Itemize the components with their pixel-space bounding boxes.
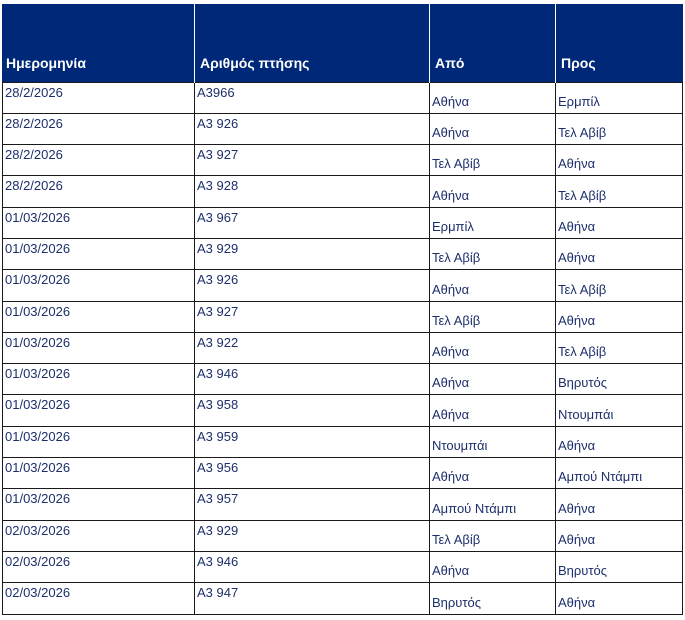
cell-from: Αθήνα (430, 395, 556, 426)
cell-flight-number: A3 956 (195, 458, 430, 489)
cell-date: 28/2/2026 (3, 82, 195, 113)
cell-flight-number: A3 947 (195, 583, 430, 614)
cell-from: Αθήνα (430, 82, 556, 113)
cell-date: 28/2/2026 (3, 176, 195, 207)
cell-date: 01/03/2026 (3, 458, 195, 489)
table-row (3, 364, 683, 395)
table-row (3, 426, 683, 457)
cell-to: Αμπού Ντάμπι (556, 458, 683, 489)
cell-to: Αθήνα (556, 583, 683, 614)
header-flight-number: Αριθμός πτήσης (195, 4, 430, 82)
cell-flight-number: A3 929 (195, 238, 430, 269)
cell-date: 01/03/2026 (3, 270, 195, 301)
cell-date: 01/03/2026 (3, 207, 195, 238)
table-row (3, 520, 683, 551)
cell-flight-number: A3 959 (195, 426, 430, 457)
table-row (3, 332, 683, 363)
cell-to: Αθήνα (556, 207, 683, 238)
cell-to: Βηρυτός (556, 364, 683, 395)
table-header (3, 4, 683, 82)
cell-to: Τελ Αβίβ (556, 113, 683, 144)
table-row (3, 583, 683, 614)
table-row (3, 82, 683, 113)
cell-from: Αθήνα (430, 551, 556, 582)
cell-from: Αθήνα (430, 364, 556, 395)
cell-date: 02/03/2026 (3, 583, 195, 614)
table-row (3, 145, 683, 176)
table-row (3, 270, 683, 301)
cell-flight-number: A3 926 (195, 270, 430, 301)
cell-to: Τελ Αβίβ (556, 332, 683, 363)
cell-from: Τελ Αβίβ (430, 145, 556, 176)
cell-date: 01/03/2026 (3, 395, 195, 426)
cell-to: Βηρυτός (556, 551, 683, 582)
table-row (3, 551, 683, 582)
table-row (3, 395, 683, 426)
cell-to: Αθήνα (556, 520, 683, 551)
cell-to: Ερμπίλ (556, 82, 683, 113)
cell-from: Ερμπίλ (430, 207, 556, 238)
header-date: Ημερομηνία (3, 4, 195, 82)
cell-date: 01/03/2026 (3, 332, 195, 363)
cell-from: Τελ Αβίβ (430, 520, 556, 551)
cell-from: Αθήνα (430, 270, 556, 301)
cell-flight-number: A3 946 (195, 551, 430, 582)
cell-date: 02/03/2026 (3, 551, 195, 582)
table-row (3, 489, 683, 520)
cell-flight-number: A3 926 (195, 113, 430, 144)
cell-flight-number: A3 929 (195, 520, 430, 551)
cell-from: Αθήνα (430, 332, 556, 363)
cell-flight-number: A3 928 (195, 176, 430, 207)
cell-to: Αθήνα (556, 301, 683, 332)
cell-date: 28/2/2026 (3, 145, 195, 176)
cell-from: Ντουμπάι (430, 426, 556, 457)
flights-table (2, 4, 683, 615)
cell-flight-number: A3 922 (195, 332, 430, 363)
header-to: Προς (556, 4, 683, 82)
cell-date: 01/03/2026 (3, 364, 195, 395)
cell-to: Τελ Αβίβ (556, 270, 683, 301)
cell-to: Αθήνα (556, 426, 683, 457)
cell-flight-number: A3 967 (195, 207, 430, 238)
cell-from: Βηρυτός (430, 583, 556, 614)
cell-date: 01/03/2026 (3, 426, 195, 457)
cell-to: Τελ Αβίβ (556, 176, 683, 207)
cell-flight-number: A3 958 (195, 395, 430, 426)
cell-flight-number: A3966 (195, 82, 430, 113)
cell-date: 01/03/2026 (3, 238, 195, 269)
cell-from: Αμπού Ντάμπι (430, 489, 556, 520)
cell-date: 28/2/2026 (3, 113, 195, 144)
header-row (3, 4, 683, 82)
cell-to: Ντουμπάι (556, 395, 683, 426)
table-body (3, 82, 683, 614)
cell-to: Αθήνα (556, 145, 683, 176)
cell-flight-number: A3 957 (195, 489, 430, 520)
cell-date: 01/03/2026 (3, 301, 195, 332)
cell-from: Τελ Αβίβ (430, 238, 556, 269)
table-row (3, 301, 683, 332)
table-row (3, 207, 683, 238)
table-row (3, 238, 683, 269)
cell-from: Αθήνα (430, 176, 556, 207)
table-row (3, 458, 683, 489)
table-row (3, 176, 683, 207)
cell-flight-number: A3 946 (195, 364, 430, 395)
cell-date: 01/03/2026 (3, 489, 195, 520)
cell-from: Τελ Αβίβ (430, 301, 556, 332)
header-from: Από (430, 4, 556, 82)
cell-flight-number: A3 927 (195, 145, 430, 176)
cell-date: 02/03/2026 (3, 520, 195, 551)
cell-from: Αθήνα (430, 113, 556, 144)
cell-from: Αθήνα (430, 458, 556, 489)
table-row (3, 113, 683, 144)
cell-flight-number: A3 927 (195, 301, 430, 332)
cell-to: Αθήνα (556, 238, 683, 269)
cell-to: Αθήνα (556, 489, 683, 520)
